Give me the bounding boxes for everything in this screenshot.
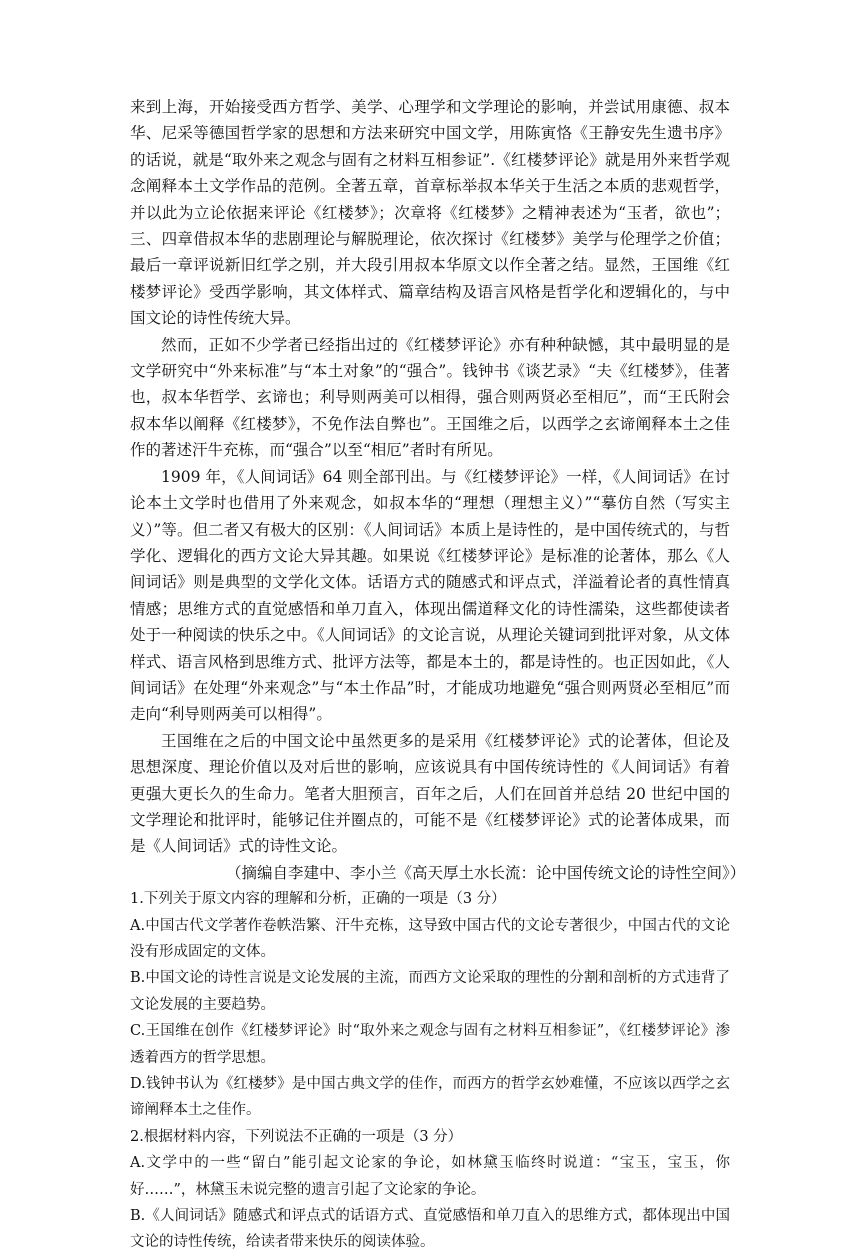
question-2-stem: 2.根据材料内容，下列说法不正确的一项是（3 分）	[130, 1128, 463, 1145]
question-2-option-a: A.文学中的一些“留白”能引起文论家的争论，如林黛玉临终时说道：“宝玉，宝玉，你好……”，林黛玉未说完整的遗言引起了文论家的争论。	[130, 1155, 730, 1198]
question-1-stem: 1.下列关于原文内容的理解和分析，正确的一项是（3 分）	[130, 891, 506, 908]
question-1-option-c: C.王国维在创作《红楼梦评论》时“取外来之观念与固有之材料互相参证”，《红楼梦评论》渗透着西方的哲学思想。	[130, 1023, 730, 1066]
exam-page	[130, 94, 746, 1256]
passage-source-citation: （摘编自李建中、李小兰《高天厚土水长流：论中国传统文论的诗性空间》）	[226, 863, 746, 882]
passage-paragraph-2: 然而，正如不少学者已经指出过的《红楼梦评论》亦有种种缺憾，其中最明显的是文学研究中“外来标准”与“本土对象”的“强合”。钱钟书《谈艺录》“夫《红楼梦》，佳著也，叔本华哲学、玄谛也；利导则两美可以相得，强合则两贤必至相厄”，而“王氏附会叔本华以阐释《红楼梦》，不免作法自弊也”。王国维之后，以西学之玄谛阐释本土之佳作的著述汗牛充栋，而“强合”以至“相厄”者时有所见。	[130, 335, 730, 460]
question-2	[130, 1124, 730, 1256]
passage-paragraph-1: 来到上海，开始接受西方哲学、美学、心理学和文学理论的影响，并尝试用康德、叔本华、尼采等德国哲学家的思想和方法来研究中国文学，用陈寅恪《王静安先生遗书序》的话说，就是“取外来之观念与固有之材料互相参证”.《红楼梦评论》就是用外来哲学观念阐释本土文学作品的范例。全著五章，首章标举叔本华关于生活之本质的悲观哲学，并以此为立论依据来评论《红楼梦》；次章将《红楼梦》之精神表述为“玉者，欲也”；三、四章借叔本华的悲剧理论与解脱理论，依次探讨《红楼梦》美学与伦理学之价值；最后一章评说新旧红学之别，并大段引用叔本华原文以作全著之结。显然，王国维《红楼梦评论》受西学影响，其文体样式、篇章结构及语言风格是哲学化和逻辑化的，与中国文论的诗性传统大异。	[130, 98, 730, 328]
question-1-option-b: B.中国文论的诗性言说是文论发展的主流，而西方文论采取的理性的分割和剖析的方式违背了文论发展的主要趋势。	[130, 970, 730, 1013]
passage-paragraph-3: 1909 年，《人间词话》64 则全部刊出。与《红楼梦评论》一样，《人间词话》在讨论本土文学时也借用了外来观念，如叔本华的“理想（理想主义）”“摹仿自然（写实主义）”等。但二者又有极大的区别：《人间词话》本质上是诗性的，是中国传统式的，与哲学化、逻辑化的西方文论大异其趣。如果说《红楼梦评论》是标准的论著体，那么《人间词话》则是典型的文学化文体。话语方式的随感式和评点式，洋溢着论者的真性情真情感；思维方式的直觉感悟和单刀直入，体现出儒道释文化的诗性濡染，这些都使读者处于一种阅读的快乐之中。《人间词话》的文论言说，从理论关键词到批评对象，从文体样式、语言风格到思维方式、批评方法等，都是本土的，都是诗性的。也正因如此，《人间词话》在处理“外来观念”与“本土作品”时，才能成功地避免“强合则两贤必至相厄”而走向“利导则两美可以相得”。	[130, 467, 730, 724]
question-1	[130, 886, 730, 1124]
passage-paragraph-4: 王国维在之后的中国文论中虽然更多的是采用《红楼梦评论》式的论著体，但论及思想深度、理论价值以及对后世的影响，应该说具有中国传统诗性的《人间词话》有着更强大更长久的生命力。笔者大胆预言，百年之后，人们在回首并总结 20 世纪中国的文学理论和批评时，能够记住并圈点的，可能不是《红楼梦评论》式的论著体成果，而是《人间词话》式的诗性文论。	[130, 731, 730, 856]
question-1-option-d: D.钱钟书认为《红楼梦》是中国古典文学的佳作，而西方的哲学玄妙难懂，不应该以西学之玄谛阐释本土之佳作。	[130, 1076, 730, 1119]
question-1-option-a: A.中国古代文学著作卷帙浩繁、汗牛充栋，这导致中国古代的文论专著很少，中国古代的文论没有形成固定的文体。	[130, 917, 730, 960]
question-2-option-b: B.《人间词话》随感式和评点式的话语方式、直觉感悟和单刀直入的思维方式，都体现出中国文论的诗性传统，给读者带来快乐的阅读体验。	[130, 1208, 730, 1251]
